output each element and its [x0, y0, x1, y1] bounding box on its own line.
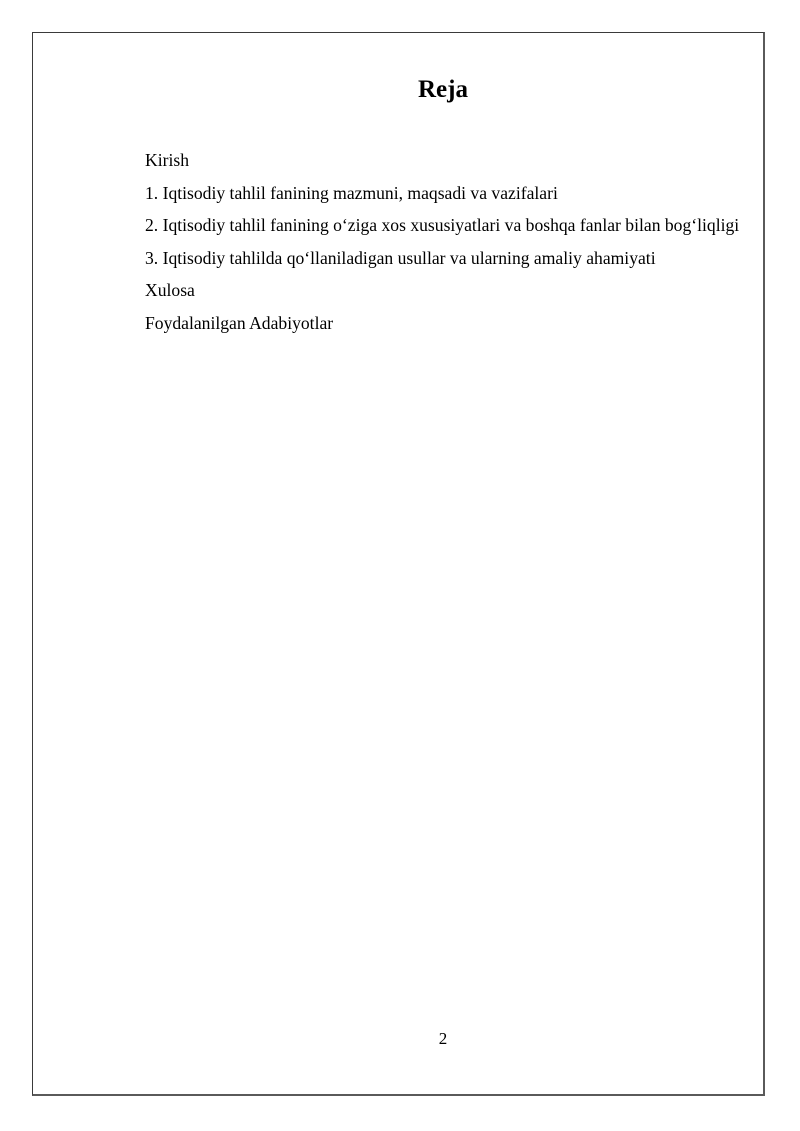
page-title: Reja	[418, 76, 468, 103]
list-item: 2. Iqtisodiy tahlil fanining o‘ziga xos xususiyatlari va boshqa fanlar bilan bog‘liqligi	[145, 215, 740, 235]
list-item: 3. Iqtisodiy tahlilda qo‘llaniladigan usullar va ularning amaliy ahamiyati	[145, 247, 656, 268]
page-number: 2	[438, 1029, 448, 1048]
list-item: 1. Iqtisodiy tahlil fanining mazmuni, maqsadi va vazifalari	[145, 182, 558, 203]
plan-list	[113, 144, 742, 339]
list-item: Kirish	[145, 150, 189, 170]
list-item: Xulosa	[145, 280, 195, 300]
list-item: Foydalanilgan Adabiyotlar	[145, 312, 334, 333]
